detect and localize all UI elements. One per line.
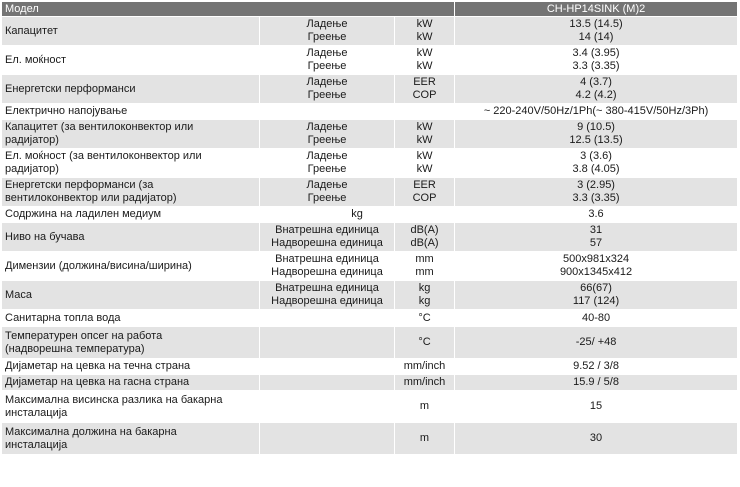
row-mode: Внатрешна единица Надворешна единица (260, 281, 395, 310)
table-row (2, 207, 738, 223)
row-mode: Ладење Греење (260, 120, 395, 149)
header-model: CH-HP14SINK (M)2 (455, 2, 738, 17)
row-label: Максимална висинска разлика на бакарна инсталација (2, 391, 260, 423)
row-value: 3 (3.6) 3.8 (4.05) (455, 149, 738, 178)
row-mode: Ладење Греење (260, 75, 395, 104)
row-unit: EER COP (395, 178, 455, 207)
row-label: Димензии (должина/висина/ширина) (2, 252, 260, 281)
row-unit: kg kg (395, 281, 455, 310)
row-label: Ниво на бучава (2, 223, 260, 252)
row-value: 31 57 (455, 223, 738, 252)
row-mode: Ладење Греење (260, 178, 395, 207)
row-value: 9.52 / 3/8 (455, 359, 738, 375)
row-label: Дијаметар на цевка на гасна страна (2, 375, 260, 391)
row-label: Температурен опсег на работа (надворешна температура) (2, 327, 260, 359)
row-value: 3 (2.95) 3.3 (3.35) (455, 178, 738, 207)
row-unit: kW kW (395, 17, 455, 46)
row-value: 9 (10.5) 12.5 (13.5) (455, 120, 738, 149)
row-value: 500x981x324 900x1345x412 (455, 252, 738, 281)
table-row (2, 17, 738, 46)
row-unit: °C (395, 327, 455, 359)
table-row (2, 149, 738, 178)
row-value: 40-80 (455, 310, 738, 327)
row-value: 13.5 (14.5) 14 (14) (455, 17, 738, 46)
table-row (2, 178, 738, 207)
row-mode (260, 359, 395, 375)
row-unit: mm/inch (395, 375, 455, 391)
row-mode: Ладење Греење (260, 17, 395, 46)
row-value: 30 (455, 423, 738, 455)
row-mode: Внатрешна единица Надворешна единица (260, 223, 395, 252)
table-row (2, 375, 738, 391)
row-label: Енергетски перформанси (за вентилоконвектор или радијатор) (2, 178, 260, 207)
row-value: 15 (455, 391, 738, 423)
table-row (2, 359, 738, 375)
row-value: 66(67) 117 (124) (455, 281, 738, 310)
row-label: Капацитет (2, 17, 260, 46)
spec-table (1, 1, 738, 455)
row-value: 3.6 (455, 207, 738, 223)
row-mode (260, 391, 395, 423)
row-mode: Внатрешна единица Надворешна единица (260, 252, 395, 281)
row-unit: kW kW (395, 46, 455, 75)
table-header (2, 2, 738, 17)
table-row (2, 327, 738, 359)
row-value: ~ 220-240V/50Hz/1Ph(~ 380-415V/50Hz/3Ph) (455, 104, 738, 120)
row-unit: mm mm (395, 252, 455, 281)
table-row (2, 423, 738, 455)
row-value: 3.4 (3.95) 3.3 (3.35) (455, 46, 738, 75)
row-unit: kW kW (395, 149, 455, 178)
table-row (2, 281, 738, 310)
row-label: Дијаметар на цевка на течна страна (2, 359, 260, 375)
row-unit: kW kW (395, 120, 455, 149)
row-label: Капацитет (за вентилоконвектор или радијатор) (2, 120, 260, 149)
row-mode (260, 375, 395, 391)
table-row (2, 104, 738, 120)
row-value: -25/ +48 (455, 327, 738, 359)
row-mode: Ладење Греење (260, 46, 395, 75)
row-label: Електрично напојување (2, 104, 455, 120)
row-unit: m (395, 391, 455, 423)
row-unit: °C (395, 310, 455, 327)
row-value: 4 (3.7) 4.2 (4.2) (455, 75, 738, 104)
row-value: 15.9 / 5/8 (455, 375, 738, 391)
row-label: Максимална должина на бакарна инсталација (2, 423, 260, 455)
row-mode: kg (260, 207, 455, 223)
table-row (2, 120, 738, 149)
row-mode: Ладење Греење (260, 149, 395, 178)
table-row (2, 46, 738, 75)
table-row (2, 223, 738, 252)
table-row (2, 75, 738, 104)
row-label: Ел. моќност (2, 46, 260, 75)
header-label: Модел (2, 2, 455, 17)
row-label: Санитарна топла вода (2, 310, 260, 327)
row-label: Енергетски перформанси (2, 75, 260, 104)
row-unit: dB(A) dB(A) (395, 223, 455, 252)
row-unit: mm/inch (395, 359, 455, 375)
row-label: Ел. моќност (за вентилоконвектор или радијатор) (2, 149, 260, 178)
row-label: Маса (2, 281, 260, 310)
table-row (2, 310, 738, 327)
row-mode (260, 423, 395, 455)
table-row (2, 391, 738, 423)
table-row (2, 252, 738, 281)
row-mode (260, 310, 395, 327)
row-label: Содржина на ладилен медиум (2, 207, 260, 223)
row-mode (260, 327, 395, 359)
row-unit: EER COP (395, 75, 455, 104)
row-unit: m (395, 423, 455, 455)
